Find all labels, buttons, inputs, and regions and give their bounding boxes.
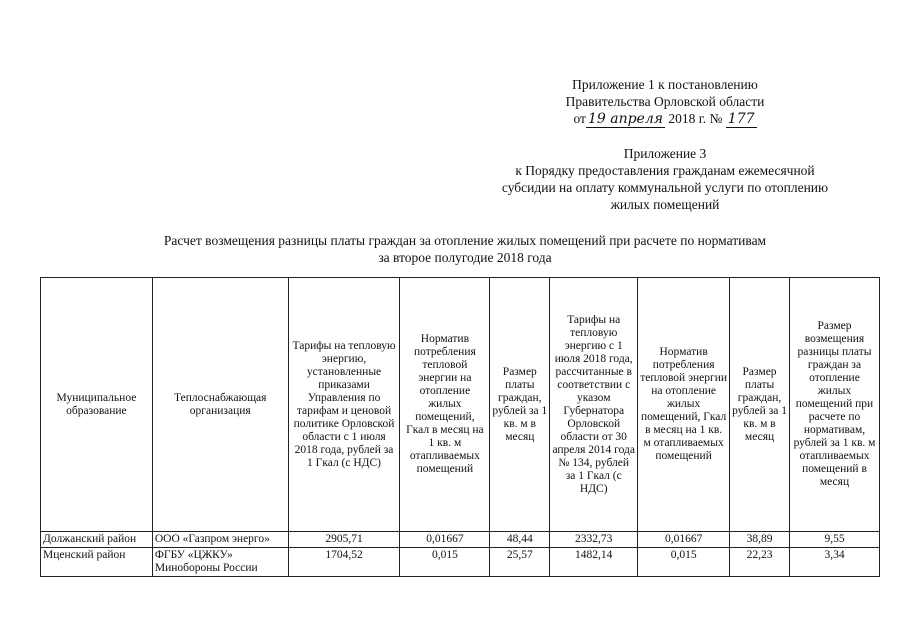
appendix-3-line4: жилых помещений: [610, 197, 720, 212]
table-cell: 1704,52: [288, 548, 400, 577]
table-cell: 25,57: [490, 548, 550, 577]
column-header: Норматив потребления тепловой энергии на отопление жилых помещений, Гкал в месяц на 1 кв. м отапливаемых помещений: [400, 278, 490, 532]
table-cell: 0,015: [638, 548, 730, 577]
document-title: [95, 232, 835, 266]
table-cell: 0,015: [400, 548, 490, 577]
year-text: 2018 г. №: [668, 111, 723, 126]
column-header: Норматив потребления тепловой энергии на отопление жилых помещений, Гкал в месяц на 1 кв. м отапливаемых помещений: [638, 278, 730, 532]
handwritten-date: 19 апреля: [587, 111, 664, 127]
table-cell: 2905,71: [288, 532, 400, 548]
handwritten-number: 177: [727, 111, 755, 127]
column-header: Размер платы граждан, рублей за 1 кв. м в месяц: [730, 278, 790, 532]
table-cell: 1482,14: [550, 548, 638, 577]
column-header: Тарифы на тепловую энергию, установленные приказами Управления по тарифам и ценовой политике Орловской области с 1 июля 2018 года, рублей за 1 Гкал (с НДС): [288, 278, 400, 532]
table-cell: ФГБУ «ЦЖКУ» Минобороны России: [152, 548, 288, 577]
table-header-row: [41, 278, 880, 532]
table-cell: 0,01667: [400, 532, 490, 548]
appendix-1-date-line: [500, 110, 830, 128]
column-header: Размер платы граждан, рублей за 1 кв. м в месяц: [490, 278, 550, 532]
table-cell: ООО «Газпром энерго»: [152, 532, 288, 548]
column-header: Муниципальное образование: [41, 278, 153, 532]
table-cell: 48,44: [490, 532, 550, 548]
appendix-3-block: [450, 145, 880, 213]
table-cell: 3,34: [790, 548, 880, 577]
appendix-1-block: [500, 76, 830, 128]
from-prefix: от: [573, 111, 586, 126]
appendix-3-line3: субсидии на оплату коммунальной услуги по отоплению: [501, 180, 829, 195]
table-cell: 9,55: [790, 532, 880, 548]
tariff-table: [40, 277, 880, 577]
column-header: Тарифы на тепловую энергию с 1 июля 2018 года, рассчитанные в соответствии с указом Губернатора Орловской области от 30 апреля 2014 года № 134, рублей за 1 Гкал (с НДС): [550, 278, 638, 532]
column-header: Теплоснабжающая организация: [152, 278, 288, 532]
table-cell: Мценский район: [41, 548, 153, 577]
title-line1: Расчет возмещения разницы платы граждан за отопление жилых помещений при расчете по нормативам: [163, 233, 767, 248]
table-cell: 38,89: [730, 532, 790, 548]
appendix-1-line1: Приложение 1 к постановлению: [572, 77, 758, 92]
table-cell: 0,01667: [638, 532, 730, 548]
table-cell: Должанский район: [41, 532, 153, 548]
table-cell: 2332,73: [550, 532, 638, 548]
column-header: Размер возмещения разницы платы граждан за отопление жилых помещений при расчете по нормативам, рублей за 1 кв. м отапливаемых помещений в месяц: [790, 278, 880, 532]
title-line2: за второе полугодие 2018 года: [378, 250, 552, 265]
table-row: [41, 532, 880, 548]
appendix-3-line2: к Порядку предоставления гражданам ежемесячной: [515, 163, 815, 178]
table-cell: 22,23: [730, 548, 790, 577]
table-row: [41, 548, 880, 577]
appendix-1-line2: Правительства Орловской области: [565, 94, 765, 109]
appendix-3-line1: Приложение 3: [623, 146, 707, 161]
